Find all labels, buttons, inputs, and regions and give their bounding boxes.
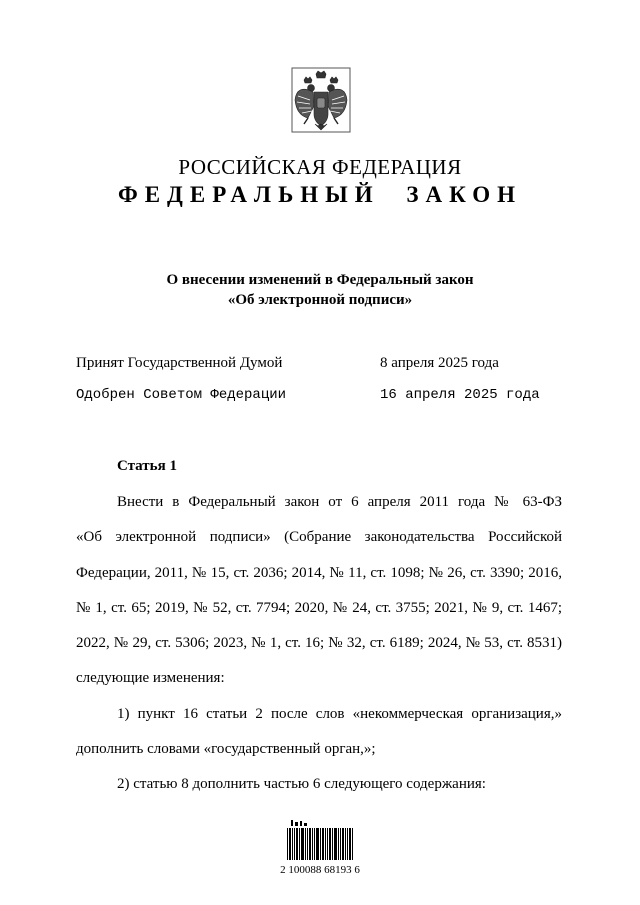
law-title-line-1: О внесении изменений в Федеральный закон	[166, 272, 474, 288]
law-type-heading: ФЕДЕРАЛЬНЫЙ ЗАКОН	[117, 182, 523, 207]
council-date: 16 апреля 2025 года	[380, 387, 540, 403]
barcode-number: 2 100088 68193 6	[280, 864, 360, 876]
law-title	[0, 270, 640, 310]
article-line: «Об электронной подписи» (Собрание законодательства Российской	[76, 529, 562, 545]
article-line: Внести в Федеральный закон от 6 апреля 2011 года № 63-ФЗ	[117, 494, 562, 510]
article-line: следующие изменения:	[76, 670, 225, 686]
barcode-icon	[287, 820, 353, 860]
article-line: 2) статью 8 дополнить частью 6 следующего содержания:	[117, 776, 486, 792]
article-line: № 1, ст. 65; 2019, № 52, ст. 7794; 2020, № 24, ст. 3755; 2021, № 9, ст. 1467;	[76, 600, 562, 616]
article-line: 1) пункт 16 статьи 2 после слов «некоммерческая организация,»	[117, 706, 562, 722]
article-line: дополнить словами «государственный орган,»;	[76, 741, 376, 757]
law-title-line-2: «Об электронной подписи»	[227, 292, 413, 308]
country-heading: РОССИЙСКАЯ ФЕДЕРАЦИЯ	[178, 155, 462, 179]
article-line: 2022, № 29, ст. 5306; 2023, № 1, ст. 16; № 32, ст. 6189; 2024, № 53, ст. 8531)	[76, 635, 562, 651]
article-line: Федерации, 2011, № 15, ст. 2036; 2014, № 11, ст. 1098; № 26, ст. 3390; 2016,	[76, 565, 562, 581]
coat-of-arms-icon	[288, 66, 354, 138]
council-label: Одобрен Советом Федерации	[76, 387, 287, 403]
duma-date: 8 апреля 2025 года	[380, 355, 499, 371]
article-1-title: Статья 1	[117, 458, 177, 474]
duma-label: Принят Государственной Думой	[76, 355, 283, 371]
